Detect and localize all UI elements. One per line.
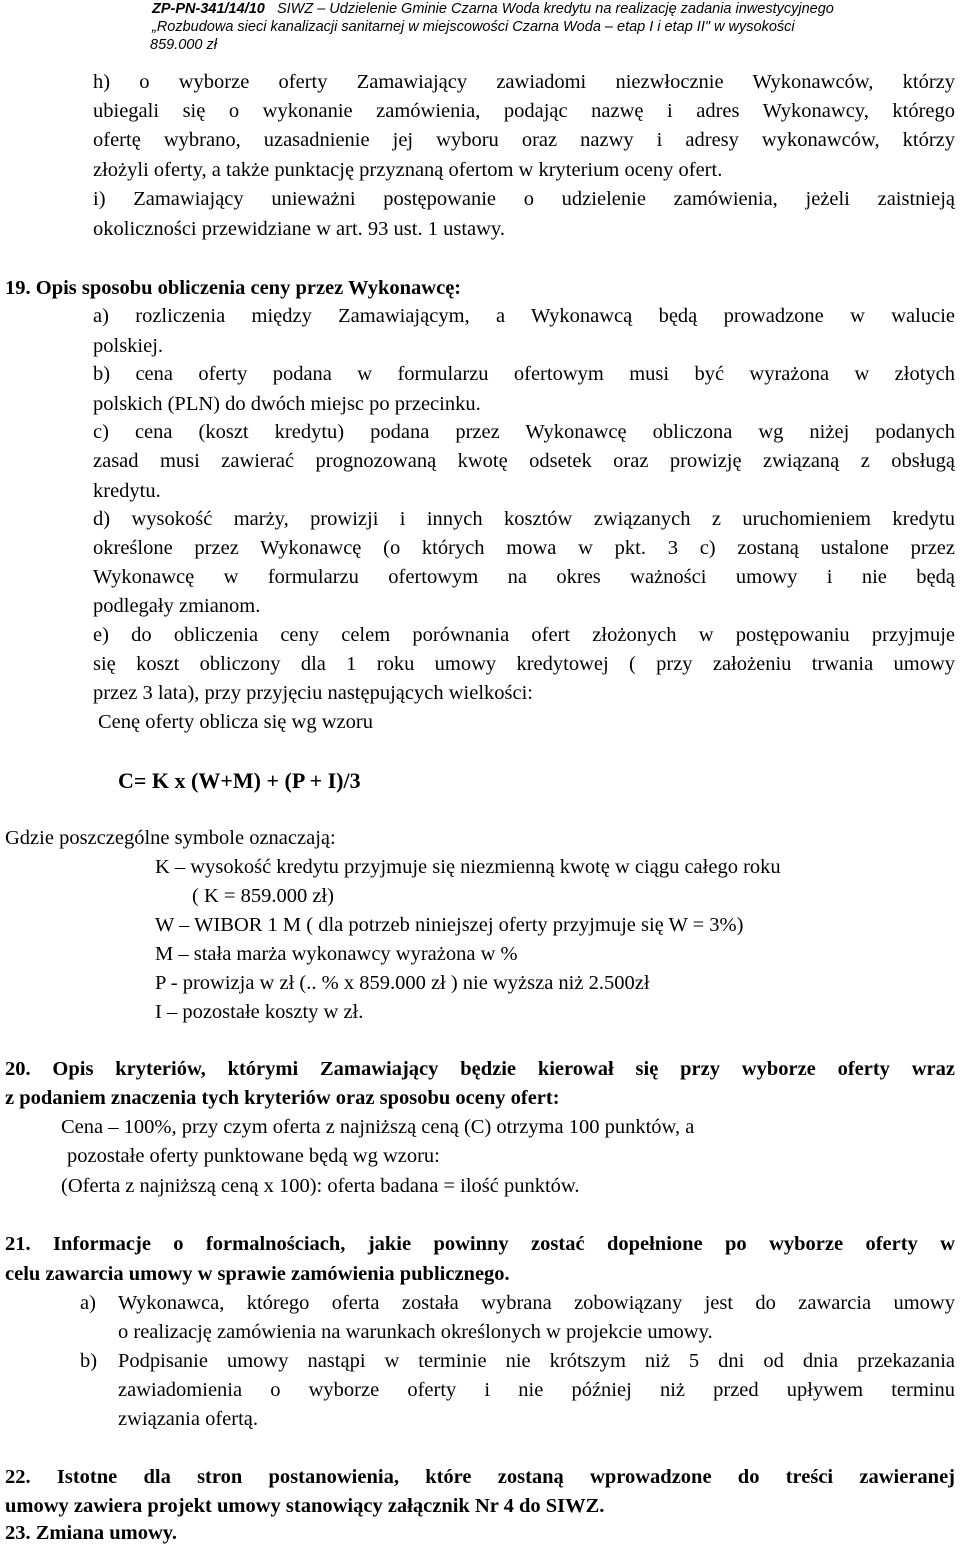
section-20-title-line: z podaniem znaczenia tych kryteriów oraz sposobu oceny ofert: xyxy=(5,1087,560,1109)
para-h-line: ofertę wybrano, uzasadnienie jej wyboru oraz nazwy i adresy wykonawców, którzy xyxy=(93,129,955,151)
header-line-2: „Rozbudowa sieci kanalizacji sanitarnej w miejscowości Czarna Woda – etap I i etap II" w wysokości xyxy=(152,19,795,35)
header-line-3: 859.000 zł xyxy=(150,37,217,53)
s21-b-line: związania ofertą. xyxy=(118,1408,258,1430)
s20-line: pozostałe oferty punktowane będą wg wzoru: xyxy=(67,1145,440,1167)
s20-line: Cena – 100%, przy czym oferta z najniższą ceną (C) otrzyma 100 punktów, a xyxy=(61,1116,695,1138)
para-i-line: okoliczności przewidziane w art. 93 ust. 1 ustawy. xyxy=(93,218,505,240)
section-20-title-line: 20. Opis kryteriów, którymi Zamawiający będzie kierował się przy wyborze oferty wraz xyxy=(5,1058,955,1080)
s19-d-line: Wykonawcę w formularzu ofertowym na okres ważności umowy i nie będą xyxy=(93,566,955,588)
symbols-intro: Gdzie poszczególne symbole oznaczają: xyxy=(5,827,336,849)
s19-d-line: określone przez Wykonawcę (o których mowa w pkt. 3 c) zostaną ustalone przez xyxy=(93,537,955,559)
s19-e-line: się koszt obliczony dla 1 roku umowy kredytowej ( przy założeniu trwania umowy xyxy=(93,653,955,675)
symbol-line: P - prowizja w zł (.. % x 859.000 zł ) nie wyższa niż 2.500zł xyxy=(155,972,650,994)
s21-b-label: b) xyxy=(80,1350,98,1372)
s21-a-line: o realizację zamówienia na warunkach określonych w projekcie umowy. xyxy=(118,1321,713,1343)
section-21-title-line: 21. Informacje o formalnościach, jakie powinny zostać dopełnione po wyborze oferty w xyxy=(5,1233,955,1255)
s21-b-line: Podpisanie umowy nastąpi w terminie nie krótszym niż 5 dni od dnia przekazania xyxy=(118,1350,955,1372)
s19-a-line: a) rozliczenia między Zamawiającym, a Wykonawcą będą prowadzone w walucie xyxy=(93,305,955,327)
section-22-title-line: 22. Istotne dla stron postanowienia, które zostaną wprowadzone do treści zawieranej xyxy=(5,1466,955,1488)
s19-d-line: podlegały zmianom. xyxy=(93,595,261,617)
para-h-line: złożyli oferty, a także punktację przyznaną ofertom w kryterium oceny ofert. xyxy=(93,159,723,181)
page-header xyxy=(152,0,958,54)
s19-b-line: polskich (PLN) do dwóch miejsc po przecinku. xyxy=(93,393,481,415)
s19-e-line: przez 3 lata), przy przyjęciu następujących wielkości: xyxy=(93,682,533,704)
s20-line: (Oferta z najniższą ceną x 100): oferta badana = ilość punktów. xyxy=(61,1175,580,1197)
symbol-line: ( K = 859.000 zł) xyxy=(192,885,334,907)
s19-b-line: b) cena oferty podana w formularzu ofertowym musi być wyrażona w złotych xyxy=(93,363,955,385)
section-21-title-line: celu zawarcia umowy w sprawie zamówienia publicznego. xyxy=(5,1263,510,1285)
formula-intro: Cenę oferty oblicza się wg wzoru xyxy=(98,711,373,733)
s19-c-line: c) cena (koszt kredytu) podana przez Wykonawcę obliczona wg niżej podanych xyxy=(93,421,955,443)
s19-c-line: kredytu. xyxy=(93,480,161,502)
header-line-1: SIWZ – Udzielenie Gminie Czarna Woda kredytu na realizację zadania inwestycyjnego xyxy=(276,1,834,17)
symbol-line: M – stała marża wykonawcy wyrażona w % xyxy=(155,943,518,965)
s19-c-line: zasad musi zawierać prognozowaną kwotę odsetek oraz prowizję związaną z obsługą xyxy=(93,450,955,472)
s19-a-line: polskiej. xyxy=(93,335,164,357)
symbol-line: I – pozostałe koszty w zł. xyxy=(155,1001,364,1023)
s21-b-line: zawiadomienia o wyborze oferty i nie później niż przed upływem terminu xyxy=(118,1379,955,1401)
section-19-title: 19. Opis sposobu obliczenia ceny przez Wykonawcę: xyxy=(5,277,462,299)
s21-a-label: a) xyxy=(80,1292,96,1314)
doc-id: ZP-PN-341/14/10 xyxy=(152,1,265,17)
s21-a-line: Wykonawca, którego oferta została wybrana zobowiązany jest do zawarcia umowy xyxy=(118,1292,955,1314)
symbol-line: W – WIBOR 1 M ( dla potrzeb niniejszej oferty przyjmuje się W = 3%) xyxy=(155,914,744,936)
symbol-line: K – wysokość kredytu przyjmuje się niezmienną kwotę w ciągu całego roku xyxy=(155,856,781,878)
price-formula: C= K x (W+M) + (P + I)/3 xyxy=(118,768,361,793)
s19-e-line: e) do obliczenia ceny celem porównania ofert złożonych w postępowaniu przyjmuje xyxy=(93,624,955,646)
para-h-line: h) o wyborze oferty Zamawiający zawiadomi niezwłocznie Wykonawców, którzy xyxy=(93,71,955,93)
section-22-title-line: umowy zawiera projekt umowy stanowiący załącznik Nr 4 do SIWZ. xyxy=(5,1495,605,1517)
s19-d-line: d) wysokość marży, prowizji i innych kosztów związanych z uruchomieniem kredytu xyxy=(93,508,955,530)
para-h-line: ubiegali się o wykonanie zamówienia, podając nazwę i adres Wykonawcy, którego xyxy=(93,100,955,122)
para-i-line: i) Zamawiający unieważni postępowanie o udzielenie zamówienia, jeżeli zaistnieją xyxy=(93,188,955,210)
section-23-title: 23. Zmiana umowy. xyxy=(5,1522,177,1544)
